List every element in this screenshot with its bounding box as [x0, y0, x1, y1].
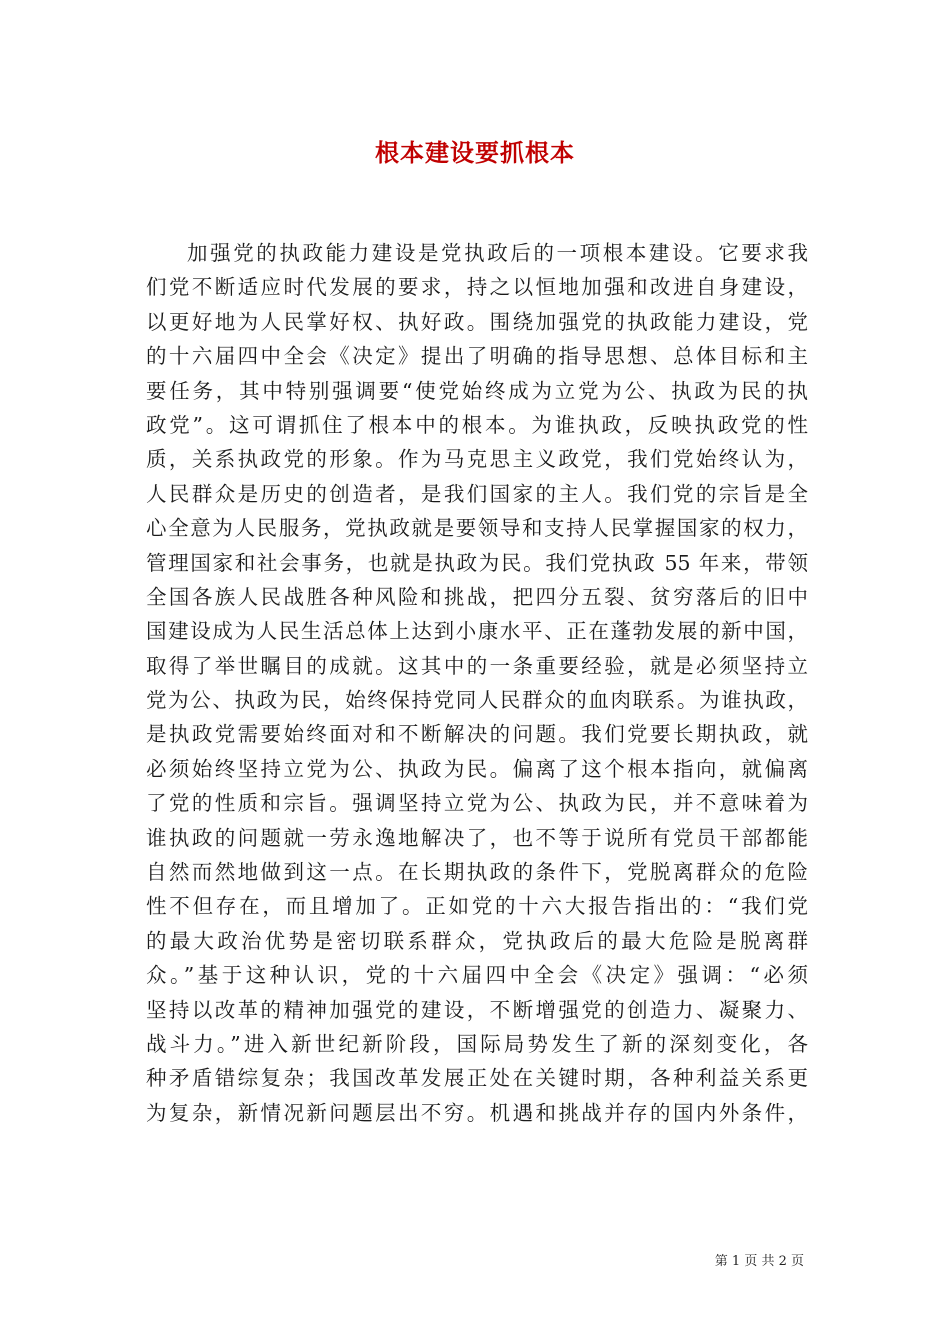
- paragraph-line: 的最大政治优势是密切联系群众，党执政后的最大危险是脱离群: [146, 928, 808, 953]
- paragraph-line: 国建设成为人民生活总体上达到小康水平、正在蓬勃发展的新中国，: [146, 619, 808, 644]
- paragraph-line: 心全意为人民服务，党执政就是要领导和支持人民掌握国家的权力，: [146, 516, 808, 541]
- paragraph-line: 以更好地为人民掌好权、执好政。围绕加强党的执政能力建设，党: [146, 309, 808, 334]
- page-number-footer: 第 1 页 共 2 页: [714, 1254, 804, 1269]
- paragraph-line: 为复杂，新情况新问题层出不穷。机遇和挑战并存的国内外条件，: [146, 1100, 808, 1125]
- paragraph-line: 加强党的执政能力建设是党执政后的一项根本建设。它要求我: [187, 241, 808, 265]
- paragraph-line: 取得了举世瞩目的成就。这其中的一条重要经验，就是必须坚持立: [146, 653, 808, 678]
- paragraph-line: 谁执政的问题就一劳永逸地解决了，也不等于说所有党员干部都能: [146, 825, 808, 850]
- paragraph-line: 的十六届四中全会《决定》提出了明确的指导思想、总体目标和主: [146, 344, 808, 369]
- paragraph-line: 管理国家和社会事务，也就是执政为民。我们党执政 55 年来，带领: [146, 550, 808, 575]
- paragraph-line: 们党不断适应时代发展的要求，持之以恒地加强和改进自身建设，: [146, 275, 808, 300]
- paragraph-line: 政党”。这可谓抓住了根本中的根本。为谁执政，反映执政党的性: [146, 412, 808, 437]
- paragraph-line: 自然而然地做到这一点。在长期执政的条件下，党脱离群众的危险: [146, 860, 808, 885]
- paragraph-line: 是执政党需要始终面对和不断解决的问题。我们党要长期执政，就: [146, 722, 808, 747]
- paragraph-line: 人民群众是历史的创造者，是我们国家的主人。我们党的宗旨是全: [146, 481, 808, 506]
- page-title: 根本建设要抓根本: [375, 138, 575, 167]
- paragraph-line: 全国各族人民战胜各种风险和挑战，把四分五裂、贫穷落后的旧中: [146, 584, 808, 609]
- paragraph-line: 党为公、执政为民，始终保持党同人民群众的血肉联系。为谁执政，: [146, 688, 808, 713]
- paragraph-line: 战斗力。”进入新世纪新阶段，国际局势发生了新的深刻变化，各: [146, 1031, 808, 1056]
- paragraph-line: 必须始终坚持立党为公、执政为民。偏离了这个根本指向，就偏离: [146, 756, 808, 781]
- paragraph-line: 性不但存在，而且增加了。正如党的十六大报告指出的：“我们党: [146, 894, 808, 919]
- body-paragraph: [146, 236, 808, 1130]
- paragraph-line: 种矛盾错综复杂；我国改革发展正处在关键时期，各种利益关系更: [146, 1066, 808, 1091]
- paragraph-line: 质，关系执政党的形象。作为马克思主义政党，我们党始终认为，: [146, 447, 808, 472]
- paragraph-line: 了党的性质和宗旨。强调坚持立党为公、执政为民，并不意味着为: [146, 791, 808, 816]
- paragraph-line: 众。”基于这种认识，党的十六届四中全会《决定》强调：“必须: [146, 963, 808, 988]
- paragraph-line: 坚持以改革的精神加强党的建设，不断增强党的创造力、凝聚力、: [146, 997, 808, 1022]
- paragraph-line: 要任务，其中特别强调要“使党始终成为立党为公、执政为民的执: [146, 378, 808, 403]
